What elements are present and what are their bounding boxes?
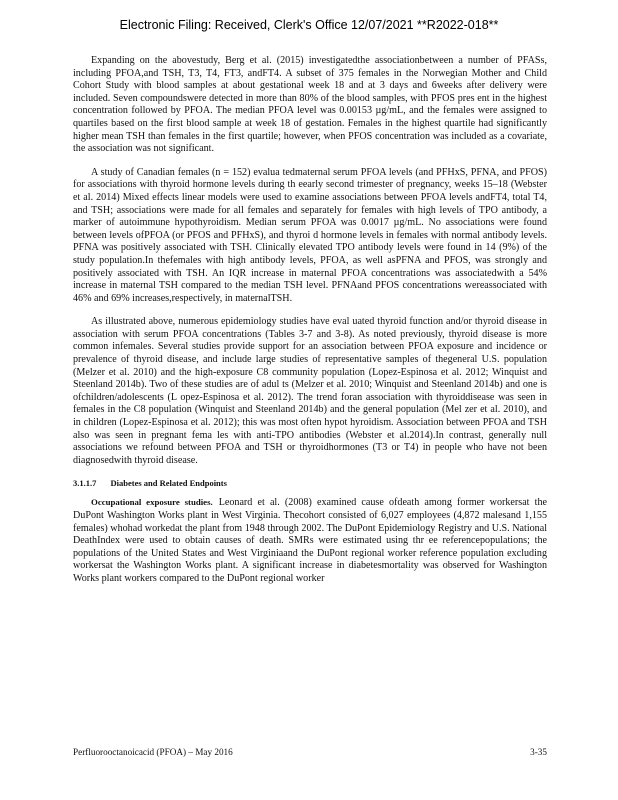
page-number: 3-35 — [530, 747, 547, 757]
paragraph-webster-2014: A study of Canadian females (n = 152) evalua tedmaternal serum PFOA levels (and PFHxS, PFNA, and PFOS) for associations with thyroid hormone levels during th eearly second trimester of pregnancy, weeks 15–18 (Webster et al. 2014) Mixed effects linear models were used to examine associations between PFOA levels andFT4, total T4, and TSH; associations were made for all females and separately for females with high levels of TPO antibody, a marker of autoimmune hypothyroidism. Median serum PFOA was 0.0017 µg/mL. No associations were found between levels ofPFOA (or PFOS and PFHxS), and thyroi d hormone levels in females with normal antibody levels. PFNA was positively associated with TSH. Clinically elevated TPO antibody levels were found in 14 (9%) of the study population.In thefemales with high antibody levels, PFOA, as well asPFNA and PFOS, was strongly and positively associated with TSH. An IQR increase in maternal PFOA concentrations was associatedwith a 54% increase in maternal TSH compared to the median TSH level. PFNAand PFOS concentrations wereassociated with 46% and 69% increases,respectively, in maternalTSH. — [73, 166, 547, 304]
paragraph-occupational — [73, 496, 547, 585]
section-title: Diabetes and Related Endpoints — [110, 478, 227, 489]
document-body — [73, 55, 547, 597]
occupational-text: Leonard et al. (2008) examined cause ofdeath among former workersat the DuPont Washington Works plant in West Virginia. Thecohort consisted of 6,027 employees (4,872 malesand 1,155 females) whohad workedat the plant from 1948 through 2002. The DuPont Epidemiology Registry and U.S. National DeathIndex were used to obtain causes of death. SMRs were estimated using thr ee referencepopulations; the populations of the United States and West Virginiaand the DuPont regional worker reference population excluding workersat the Washington Works plant. A significant increase in diabetesmortality was observed for Washington Works plant workers compared to the DuPont regional worker — [73, 497, 547, 584]
footer-document-title: Perfluorooctanoicacid (PFOA) – May 2016 — [73, 747, 233, 757]
paragraph-summary: As illustrated above, numerous epidemiology studies have eval uated thyroid function and/or thyroid disease in association with serum PFOA concentrations (Tables 3-7 and 3-8). As noted previously, thyroid disease is more common infemales. Several studies provide support for an association between PFOA exposure and incidence or prevalence of thyroid disease, and include large studies of representative samples of thegeneral U.S. population (Melzer et al. 2010) and the high-exposure C8 community population (Lopez-Espinosa et al. 2012; Winquist and Steenland 2014b). Two of these studies are of adul ts (Melzer et al. 2010; Winquist and Steenland 2014b) and one is ofchildren/adolescents (L opez-Espinosa et al. 2012). The trend foran association with thyroiddisease was seen in females in the C8 population (Winquist and Steenland 2014b) and the general population (Mel zer et al. 2010), and in children (Lopez-Espinosa et al. 2012); this was most often hypot hyroidism. Association between PFOA and TSH also was seen in pregnant fema les with anti-TPO antibodies (Webster et al.2014).In contrast, generally null associations we refound between PFOA and TSH or thyroidhormones (T3 or T4) in people who have not been diagnosedwith thyroid disease. — [73, 316, 547, 466]
section-number: 3.1.1.7 — [73, 478, 97, 489]
section-heading — [73, 478, 547, 488]
page-footer — [73, 747, 547, 757]
run-in-heading: Occupational exposure studies. — [91, 497, 213, 508]
filing-stamp-header: Electronic Filing: Received, Clerk's Office 12/07/2021 **R2022-018** — [119, 18, 499, 32]
paragraph-berg-2015: Expanding on the abovestudy, Berg et al. (2015) investigatedthe associationbetween a number of PFASs, including PFOA,and TSH, T3, T4, FT3, andFT4. A subset of 375 females in the Norwegian Mother and Child Cohort Study with blood samples at about gestational week 18 and at 3 days and 6weeks after delivery were included. Seven compoundswere detected in more than 80% of the blood samples, with PFOS pres ent in the highest concentration followed by PFOA. The median PFOA level was 0.00153 µg/mL, and the females were assigned to quartiles based on the first blood sample at week 18 of gestation. Females in the highest quartile had significantly higher mean TSH than females in the first quartile; however, when PFOS concentration was included as a covariate, the association was not significant. — [73, 55, 547, 155]
